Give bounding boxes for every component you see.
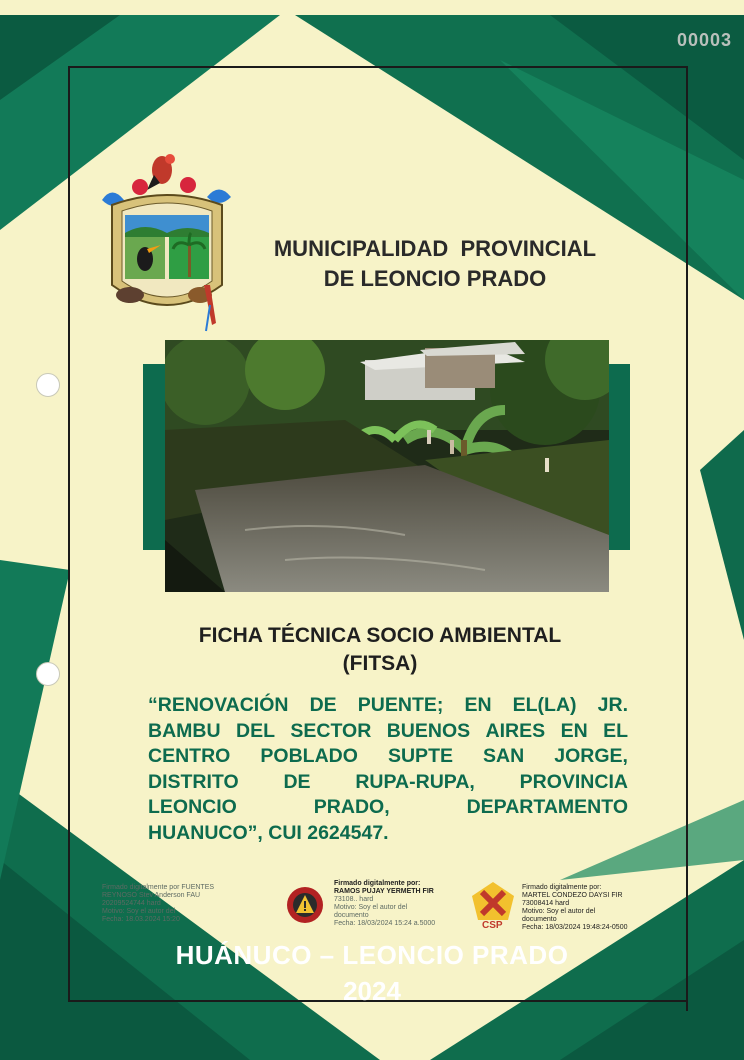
- project-word: EN: [464, 694, 492, 716]
- signature-line: REYNOSO Stev Anderson FAU: [102, 892, 201, 899]
- project-word: PROVINCIA: [519, 770, 628, 793]
- site-photo: [165, 340, 609, 592]
- project-line: [148, 744, 628, 770]
- footer-year: 2024: [343, 976, 401, 1006]
- document-type: [150, 622, 610, 678]
- project-word: BUENOS: [386, 719, 471, 742]
- page-number: 00003: [676, 30, 732, 50]
- project-word: DEL: [235, 719, 275, 742]
- project-name: [148, 693, 628, 846]
- signature-line: 73008414 hard: [522, 900, 570, 907]
- project-word: “RENOVACIÓN: [148, 694, 289, 716]
- punch-hole-top: [36, 373, 60, 397]
- signature-line: Fecha: 18/03/2024 19:48:24-0500: [522, 924, 628, 931]
- frame-right: [686, 66, 688, 1011]
- project-line: [148, 770, 628, 796]
- institution-title: [245, 234, 625, 294]
- project-word: DE: [309, 694, 337, 716]
- document-type-line1: FICHA TÉCNICA SOCIO AMBIENTAL: [198, 624, 562, 647]
- digital-signature-2: [334, 880, 474, 928]
- footer-place: HUÁNUCO – LEONCIO PRADO: [175, 940, 569, 970]
- municipal-seal-icon: [285, 883, 325, 927]
- signature-line: Motivo: Soy el autor del: [522, 908, 596, 915]
- project-word: EN: [560, 719, 588, 742]
- project-line: [148, 693, 628, 719]
- project-word: EL: [603, 719, 628, 742]
- punch-hole-bottom: [36, 662, 60, 686]
- digital-signature-3: [522, 884, 662, 932]
- project-line: HUANUCO”, CUI 2624547.: [148, 821, 389, 844]
- signature-line: documento: [334, 912, 369, 919]
- project-word: CENTRO: [148, 745, 231, 767]
- project-word: JR.: [597, 694, 628, 716]
- project-word: DE: [283, 770, 311, 793]
- csp-label: CSP: [482, 920, 503, 931]
- signature-line: Firmado digitalmente por:: [334, 880, 421, 887]
- municipal-coat-of-arms-icon: [92, 145, 242, 335]
- signature-line: 73108.. hard: [334, 896, 374, 903]
- project-word: PRADO,: [313, 796, 390, 818]
- project-line: [148, 795, 628, 821]
- signature-line: Firmado digitalmente por FUENTES: [102, 884, 215, 891]
- project-word: DISTRITO: [148, 770, 239, 793]
- signature-line: documento: [522, 916, 557, 923]
- signature-line: Motivo: Soy el autor del: [334, 904, 408, 911]
- project-word: PUENTE;: [357, 694, 444, 716]
- signature-line: Fecha: 18.03.2024 15:20: [102, 916, 180, 923]
- signature-line: 20209524744 hard: [102, 900, 161, 907]
- photo-band-right: [608, 364, 630, 550]
- project-word: JORGE,: [554, 745, 628, 767]
- institution-title-line1: MUNICIPALIDAD PROVINCIAL: [273, 236, 597, 261]
- photo-band-left: [143, 364, 167, 550]
- project-word: LEONCIO: [148, 796, 237, 818]
- signature-line: MARTEL CONDEZO DAYSI FIR: [522, 892, 623, 899]
- frame-top: [68, 66, 688, 68]
- project-line: [148, 719, 628, 745]
- project-word: EL(LA): [512, 694, 577, 716]
- digital-signature-1: [102, 884, 252, 924]
- project-word: DEPARTAMENTO: [466, 796, 628, 818]
- project-word: SECTOR: [290, 719, 372, 742]
- project-word: RUPA-RUPA,: [355, 770, 475, 793]
- project-word: SUPTE: [387, 745, 453, 767]
- project-word: AIRES: [485, 719, 546, 742]
- project-word: POBLADO: [260, 745, 358, 767]
- institution-title-line2: DE LEONCIO PRADO: [323, 266, 547, 291]
- signature-line: RAMOS PUJAY YERMETH FIR: [334, 888, 434, 895]
- signature-line: Fecha: 18/03/2024 15:24 a.5000: [334, 920, 436, 927]
- signature-line: Motivo: Soy el autor del: [102, 908, 176, 915]
- document-type-line2: (FITSA): [342, 652, 418, 675]
- signature-line: Firmado digitalmente por:: [522, 884, 602, 891]
- project-word: BAMBU: [148, 719, 221, 742]
- frame-left: [68, 66, 70, 1001]
- project-word: SAN: [483, 745, 525, 767]
